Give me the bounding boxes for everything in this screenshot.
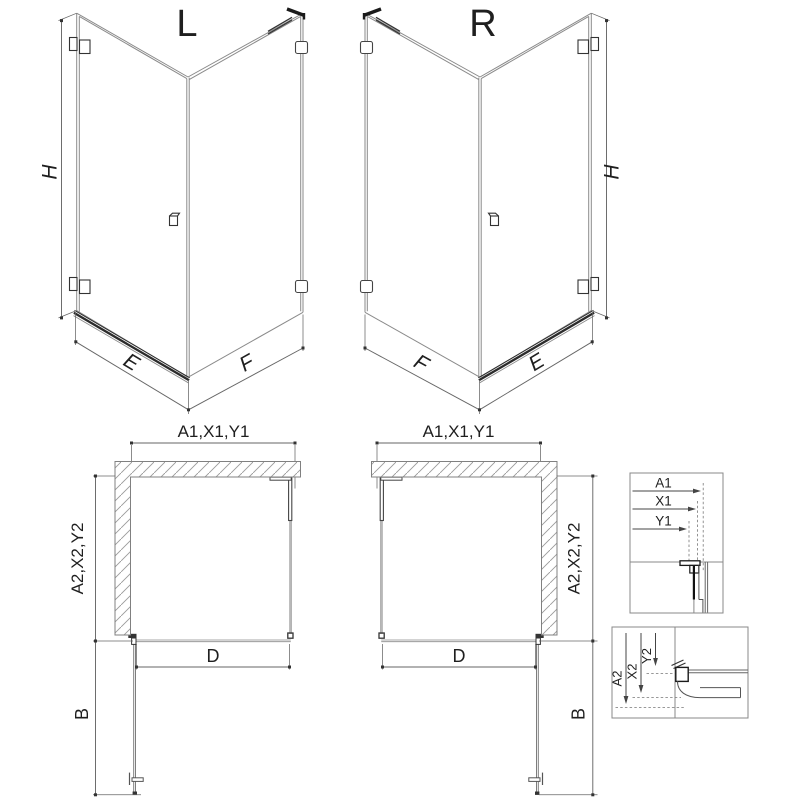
iso-view-geometry	[59, 9, 308, 414]
wall-profile-plan	[289, 478, 292, 521]
door-edge-cap	[133, 792, 137, 795]
door-hinge-top	[70, 38, 91, 54]
iso-left-title: L	[176, 3, 198, 45]
plan-left-opening-label: D	[206, 646, 220, 666]
plan-right-opening-label: D	[452, 646, 466, 666]
iso-left-fixed-width-label: F	[235, 350, 259, 377]
iso-right-title: R	[469, 3, 497, 45]
door-hinge-bottom	[70, 278, 91, 294]
door-closed-line	[134, 640, 291, 642]
plan-left-door-swing-label: B	[72, 707, 92, 721]
detail-y1-label: Y1	[655, 513, 672, 529]
door-panel	[77, 13, 190, 377]
top-stabilizer-bar	[268, 9, 305, 34]
plan-left-side-dimension-label: A2,X2,Y2	[68, 522, 87, 595]
iso-right-fixed-width-label: F	[409, 350, 433, 377]
detail-box-horizontal-offsets	[630, 473, 723, 613]
detail-x2-label: X2	[624, 663, 640, 680]
iso-right-door-width-label: E	[524, 348, 549, 376]
detail-x1-label: X1	[655, 493, 672, 509]
detail-a1-label: A1	[655, 475, 672, 491]
iso-left-height-label: H	[38, 164, 62, 180]
closing-profile-plan	[288, 633, 293, 638]
plan-right-door-swing-label: B	[568, 707, 589, 721]
iso-right-height-label: H	[600, 164, 624, 180]
iso-left-door-width-label: E	[119, 348, 144, 376]
wall-clamp-bottom	[296, 281, 308, 293]
plan-right-side-dimension-label: A2,X2,Y2	[564, 522, 584, 595]
detail-y2-label: Y2	[639, 648, 654, 664]
fixed-glass-plan	[270, 477, 293, 638]
plan-left-top-dimension-label: A1,X1,Y1	[177, 422, 250, 441]
fixed-panel	[188, 13, 303, 377]
handle-plan	[130, 773, 144, 785]
iso-view-geometry-mirrored	[361, 9, 610, 414]
detail-a2-label: A2	[609, 670, 625, 687]
plan-right-top-dimension-label: A1,X1,Y1	[422, 422, 495, 441]
wall-hatch-right-plan	[372, 462, 558, 636]
wall-bracket-plan	[270, 477, 291, 480]
wall-hatch-left-plan	[115, 462, 301, 636]
wall-clamp-top	[296, 42, 308, 54]
plan-view-geometry-mirrored	[376, 442, 544, 795]
plan-view-geometry	[128, 442, 296, 795]
door-handle	[170, 213, 180, 225]
